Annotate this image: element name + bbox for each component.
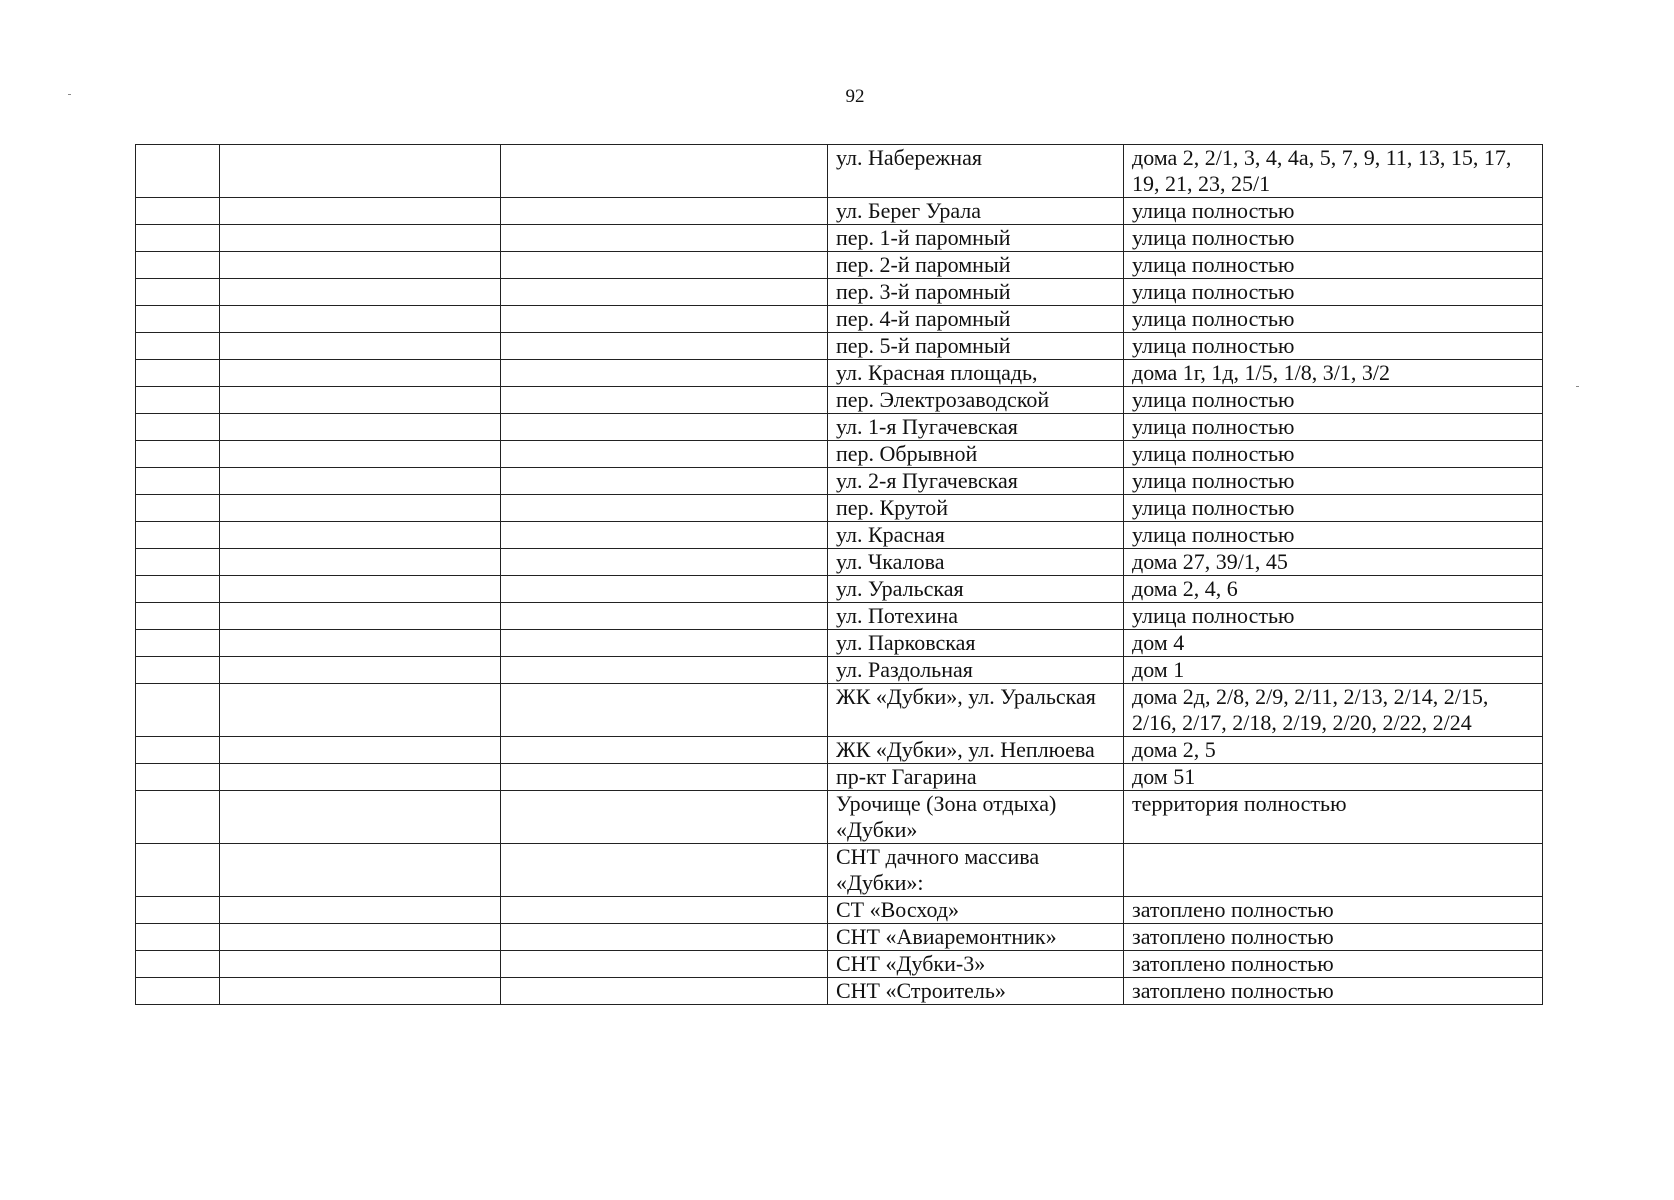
table-row: [136, 549, 1543, 576]
empty-cell: [220, 764, 501, 791]
street-cell: ул. 2-я Пугачевская: [828, 468, 1124, 495]
details-cell: затоплено полностью: [1124, 924, 1543, 951]
empty-cell: [501, 306, 828, 333]
empty-cell: [501, 252, 828, 279]
details-cell: улица полностью: [1124, 414, 1543, 441]
street-cell: ул. Потехина: [828, 603, 1124, 630]
street-cell: ул. Парковская: [828, 630, 1124, 657]
empty-cell: [220, 225, 501, 252]
empty-cell: [136, 414, 220, 441]
details-cell: затоплено полностью: [1124, 978, 1543, 1005]
empty-cell: [501, 603, 828, 630]
empty-cell: [220, 522, 501, 549]
empty-cell: [220, 630, 501, 657]
table-row: [136, 145, 1543, 198]
address-table: [135, 144, 1543, 1005]
details-cell: дом 1: [1124, 657, 1543, 684]
details-cell: дома 1г, 1д, 1/5, 1/8, 3/1, 3/2: [1124, 360, 1543, 387]
empty-cell: [136, 360, 220, 387]
empty-cell: [220, 737, 501, 764]
table-row: [136, 576, 1543, 603]
street-cell: СНТ «Авиаремонтник»: [828, 924, 1124, 951]
table-row: [136, 225, 1543, 252]
table-row: [136, 737, 1543, 764]
street-cell: ул. Красная площадь,: [828, 360, 1124, 387]
empty-cell: [220, 924, 501, 951]
empty-cell: [220, 844, 501, 897]
table-row: [136, 414, 1543, 441]
empty-cell: [220, 198, 501, 225]
empty-cell: [501, 549, 828, 576]
empty-cell: [501, 844, 828, 897]
details-cell: территория полностью: [1124, 791, 1543, 844]
street-cell: ул. 1-я Пугачевская: [828, 414, 1124, 441]
details-cell: улица полностью: [1124, 333, 1543, 360]
table-row: [136, 333, 1543, 360]
empty-cell: [136, 225, 220, 252]
table-row: [136, 978, 1543, 1005]
street-cell: ул. Берег Урала: [828, 198, 1124, 225]
scan-speck: [1576, 386, 1579, 387]
details-cell: улица полностью: [1124, 441, 1543, 468]
details-cell: улица полностью: [1124, 522, 1543, 549]
street-cell: СНТ «Строитель»: [828, 978, 1124, 1005]
street-cell: пер. 3-й паромный: [828, 279, 1124, 306]
table-row: [136, 924, 1543, 951]
empty-cell: [220, 978, 501, 1005]
empty-cell: [136, 924, 220, 951]
details-cell: улица полностью: [1124, 387, 1543, 414]
details-cell: дом 51: [1124, 764, 1543, 791]
empty-cell: [136, 441, 220, 468]
empty-cell: [220, 657, 501, 684]
table-row: [136, 791, 1543, 844]
empty-cell: [501, 414, 828, 441]
empty-cell: [501, 387, 828, 414]
street-cell: Урочище (Зона отдыха) «Дубки»: [828, 791, 1124, 844]
empty-cell: [220, 333, 501, 360]
empty-cell: [136, 333, 220, 360]
empty-cell: [136, 252, 220, 279]
street-cell: СТ «Восход»: [828, 897, 1124, 924]
empty-cell: [501, 225, 828, 252]
empty-cell: [136, 630, 220, 657]
table-row: [136, 951, 1543, 978]
details-cell: дома 2, 5: [1124, 737, 1543, 764]
empty-cell: [220, 549, 501, 576]
details-cell: дома 2, 4, 6: [1124, 576, 1543, 603]
street-cell: ЖК «Дубки», ул. Неплюева: [828, 737, 1124, 764]
details-cell: [1124, 844, 1543, 897]
street-cell: ул. Красная: [828, 522, 1124, 549]
table-row: [136, 630, 1543, 657]
street-cell: пер. 1-й паромный: [828, 225, 1124, 252]
details-cell: улица полностью: [1124, 468, 1543, 495]
empty-cell: [136, 764, 220, 791]
empty-cell: [136, 387, 220, 414]
empty-cell: [501, 279, 828, 306]
table-row: [136, 198, 1543, 225]
table-row: [136, 897, 1543, 924]
empty-cell: [501, 198, 828, 225]
empty-cell: [136, 737, 220, 764]
details-cell: улица полностью: [1124, 306, 1543, 333]
address-table-body: [136, 145, 1543, 1005]
street-cell: ЖК «Дубки», ул. Уральская: [828, 684, 1124, 737]
street-cell: ул. Набережная: [828, 145, 1124, 198]
table-row: [136, 387, 1543, 414]
table-row: [136, 844, 1543, 897]
empty-cell: [220, 468, 501, 495]
street-cell: СНТ дачного массива «Дубки»:: [828, 844, 1124, 897]
empty-cell: [501, 468, 828, 495]
empty-cell: [220, 360, 501, 387]
street-cell: ул. Раздольная: [828, 657, 1124, 684]
page-number: 92: [845, 86, 865, 107]
empty-cell: [501, 737, 828, 764]
table-row: [136, 252, 1543, 279]
details-cell: улица полностью: [1124, 279, 1543, 306]
empty-cell: [220, 306, 501, 333]
empty-cell: [220, 684, 501, 737]
empty-cell: [501, 333, 828, 360]
details-cell: дом 4: [1124, 630, 1543, 657]
empty-cell: [220, 414, 501, 441]
empty-cell: [501, 145, 828, 198]
table-row: [136, 279, 1543, 306]
empty-cell: [136, 306, 220, 333]
empty-cell: [501, 495, 828, 522]
details-cell: затоплено полностью: [1124, 897, 1543, 924]
street-cell: пер. Крутой: [828, 495, 1124, 522]
empty-cell: [220, 145, 501, 198]
empty-cell: [220, 603, 501, 630]
empty-cell: [136, 576, 220, 603]
empty-cell: [136, 198, 220, 225]
table-row: [136, 522, 1543, 549]
empty-cell: [136, 951, 220, 978]
table-row: [136, 306, 1543, 333]
details-cell: затоплено полностью: [1124, 951, 1543, 978]
street-cell: пер. 2-й паромный: [828, 252, 1124, 279]
empty-cell: [220, 252, 501, 279]
empty-cell: [136, 603, 220, 630]
empty-cell: [136, 495, 220, 522]
table-row: [136, 441, 1543, 468]
details-cell: улица полностью: [1124, 198, 1543, 225]
empty-cell: [136, 145, 220, 198]
empty-cell: [220, 576, 501, 603]
table-row: [136, 468, 1543, 495]
empty-cell: [501, 764, 828, 791]
details-cell: улица полностью: [1124, 603, 1543, 630]
table-row: [136, 764, 1543, 791]
empty-cell: [136, 657, 220, 684]
empty-cell: [501, 360, 828, 387]
empty-cell: [501, 441, 828, 468]
details-cell: дома 2, 2/1, 3, 4, 4а, 5, 7, 9, 11, 13, 15, 17, 19, 21, 23, 25/1: [1124, 145, 1543, 198]
empty-cell: [136, 844, 220, 897]
empty-cell: [501, 951, 828, 978]
table-row: [136, 360, 1543, 387]
empty-cell: [136, 791, 220, 844]
empty-cell: [501, 684, 828, 737]
empty-cell: [501, 978, 828, 1005]
empty-cell: [220, 279, 501, 306]
empty-cell: [136, 978, 220, 1005]
street-cell: пр-кт Гагарина: [828, 764, 1124, 791]
street-cell: ул. Чкалова: [828, 549, 1124, 576]
details-cell: дома 2д, 2/8, 2/9, 2/11, 2/13, 2/14, 2/15, 2/16, 2/17, 2/18, 2/19, 2/20, 2/22, 2/24: [1124, 684, 1543, 737]
scan-speck: [68, 94, 71, 95]
empty-cell: [136, 549, 220, 576]
empty-cell: [136, 279, 220, 306]
table-row: [136, 657, 1543, 684]
empty-cell: [501, 657, 828, 684]
empty-cell: [220, 791, 501, 844]
empty-cell: [220, 897, 501, 924]
street-cell: СНТ «Дубки-3»: [828, 951, 1124, 978]
empty-cell: [501, 630, 828, 657]
details-cell: улица полностью: [1124, 225, 1543, 252]
details-cell: улица полностью: [1124, 252, 1543, 279]
street-cell: пер. Электрозаводской: [828, 387, 1124, 414]
empty-cell: [220, 441, 501, 468]
empty-cell: [501, 576, 828, 603]
empty-cell: [136, 468, 220, 495]
empty-cell: [220, 387, 501, 414]
empty-cell: [136, 684, 220, 737]
table-row: [136, 495, 1543, 522]
empty-cell: [501, 924, 828, 951]
street-cell: пер. Обрывной: [828, 441, 1124, 468]
street-cell: пер. 4-й паромный: [828, 306, 1124, 333]
empty-cell: [220, 495, 501, 522]
empty-cell: [136, 522, 220, 549]
table-row: [136, 684, 1543, 737]
details-cell: улица полностью: [1124, 495, 1543, 522]
empty-cell: [501, 897, 828, 924]
empty-cell: [220, 951, 501, 978]
table-row: [136, 603, 1543, 630]
street-cell: ул. Уральская: [828, 576, 1124, 603]
empty-cell: [501, 522, 828, 549]
empty-cell: [136, 897, 220, 924]
details-cell: дома 27, 39/1, 45: [1124, 549, 1543, 576]
empty-cell: [501, 791, 828, 844]
street-cell: пер. 5-й паромный: [828, 333, 1124, 360]
